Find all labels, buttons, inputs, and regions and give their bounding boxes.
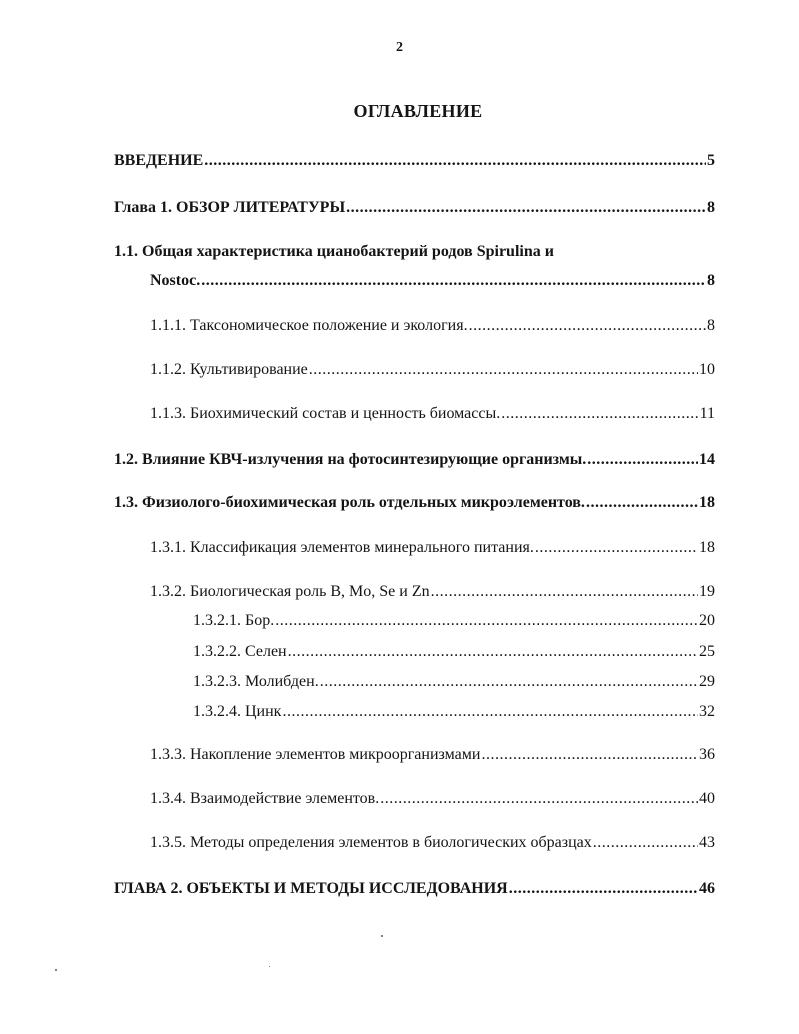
toc-entry-1-3-4[interactable]: [150, 790, 715, 808]
toc-label: 1.3.4. Взаимодействие элементов.: [150, 790, 380, 807]
scan-speck: [55, 969, 57, 971]
toc-entry-1-3-2-2[interactable]: [193, 643, 715, 661]
toc-label: 1.3.2. Биологическая роль В, Mo, Se и Zn: [150, 583, 430, 600]
toc-label: 1.1.1. Таксономическое положение и экология.: [150, 317, 468, 334]
toc-entry-1-3-2[interactable]: [150, 583, 715, 601]
leader-dots: [593, 834, 698, 852]
leader-dots: [509, 880, 698, 898]
toc-page: 11: [699, 405, 715, 422]
leader-dots: [288, 643, 698, 661]
leader-dots: [275, 612, 698, 630]
toc-page: 29: [699, 673, 715, 690]
leader-dots: [309, 361, 698, 379]
leader-dots: [380, 790, 698, 808]
toc-page: 14: [699, 451, 715, 468]
toc-page: 18: [699, 494, 715, 511]
toc-label: 1.3.2.3. Молибден.: [193, 673, 319, 690]
toc-entry-1-3-3[interactable]: [150, 746, 715, 764]
leader-dots: [469, 317, 706, 335]
toc-page: 10: [699, 361, 715, 378]
toc-page: 40: [699, 790, 715, 807]
page-number: 2: [396, 40, 403, 55]
scan-speck: [269, 966, 270, 967]
toc-label: 1.1.2. Культивирование: [150, 361, 308, 378]
toc-page: 46: [699, 880, 715, 897]
toc-label: 1.3.2.4. Цинк: [193, 703, 282, 720]
toc-entry-1-3-2-4[interactable]: [193, 703, 715, 721]
toc-label: 1.1.3. Биохимический состав и ценность биомассы.: [150, 405, 501, 422]
toc-entry-1-3[interactable]: [114, 494, 715, 512]
toc-page: 43: [699, 834, 715, 851]
leader-dots: [282, 703, 698, 721]
toc-label: 1.3.2.1. Бор.: [193, 612, 275, 629]
leader-dots: [204, 152, 706, 170]
toc-label: 1.3.3. Накопление элементов микроорганизмами: [150, 746, 481, 763]
toc-label: 1.2. Влияние КВЧ-излучения на фотосинтезирующие организмы.: [114, 451, 587, 468]
toc-label: ВВЕДЕНИЕ: [114, 152, 204, 169]
toc-entry-1-3-1[interactable]: [150, 539, 715, 557]
toc-entry-chapter-1[interactable]: [114, 199, 715, 217]
toc-entry-1-1-line1[interactable]: 1.1. Общая характеристика цианобактерий родов Spirulina и: [114, 243, 554, 260]
leader-dots: [501, 405, 698, 423]
page-title: ОГЛАВЛЕНИЕ: [353, 101, 483, 121]
leader-dots: [320, 673, 698, 691]
toc-page: 8: [707, 272, 715, 289]
toc-label: 1.3.5. Методы определения элементов в биологических образцах: [150, 834, 592, 851]
leader-dots: [431, 583, 698, 601]
toc-page: 8: [707, 199, 715, 216]
toc-entry-1-3-5[interactable]: [150, 834, 715, 852]
toc-page: 20: [699, 612, 715, 629]
toc-entry-1-1-3[interactable]: [150, 405, 715, 423]
toc-page: 32: [699, 703, 715, 720]
toc-entry-1-1[interactable]: [150, 272, 715, 290]
toc-label: Глава 1. ОБЗОР ЛИТЕРАТУРЫ: [114, 199, 346, 216]
toc-label: 1.3. Физиолого-биохимическая роль отдельных микроэлементов.: [114, 494, 585, 511]
toc-entry-chapter-2[interactable]: [114, 880, 715, 898]
toc-page: 8: [707, 317, 715, 334]
leader-dots: [587, 451, 698, 469]
toc-label: 1.3.1. Классификация элементов минерального питания.: [150, 539, 534, 556]
scan-speck: [381, 935, 383, 937]
toc-label: ГЛАВА 2. ОБЪЕКТЫ И МЕТОДЫ ИССЛЕДОВАНИЯ: [114, 880, 508, 897]
leader-dots: [346, 199, 706, 217]
leader-dots: [586, 494, 698, 512]
toc-entry-1-1-2[interactable]: [150, 361, 715, 379]
toc-entry-1-1-1[interactable]: [150, 317, 715, 335]
toc-page: 25: [699, 643, 715, 660]
toc-label: 1.3.2.2. Селен: [193, 643, 287, 660]
toc-page: 5: [707, 152, 715, 169]
toc-label: Nostoc.: [150, 272, 201, 289]
toc-entry-intro[interactable]: [114, 152, 715, 170]
toc-entry-1-3-2-1[interactable]: [193, 612, 715, 630]
toc-page: 18: [699, 539, 715, 556]
leader-dots: [481, 746, 698, 764]
toc-page: 19: [699, 583, 715, 600]
toc-entry-1-3-2-3[interactable]: [193, 673, 715, 691]
toc-page: 36: [699, 746, 715, 763]
toc-entry-1-2[interactable]: [114, 451, 715, 469]
leader-dots: [535, 539, 698, 557]
leader-dots: [201, 272, 706, 290]
